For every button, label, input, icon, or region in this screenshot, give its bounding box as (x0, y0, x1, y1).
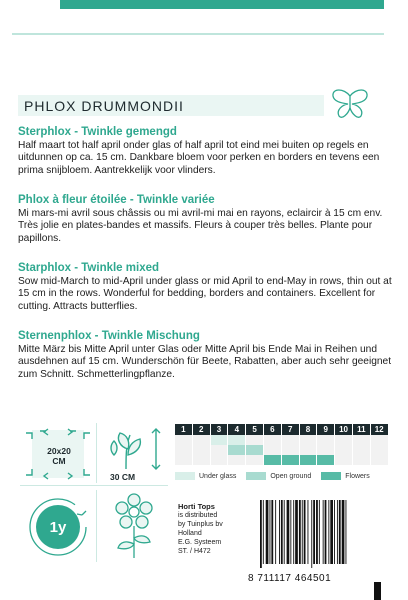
section-title: Sternenphlox - Twinkle Mischung (18, 330, 200, 342)
section-dutch (18, 126, 392, 177)
section-body: Sow mid-March to mid-April under glass or mid April to end-May in rows, thin out at 15 cm in the rows. Wonderful for bedding, borders and containers. Excellent for cutting. Attracts butterflies. (18, 276, 392, 312)
calendar-cell (264, 445, 282, 455)
calendar-cell (193, 445, 211, 455)
barcode-bar (304, 500, 306, 564)
legend-under-glass (175, 472, 236, 480)
barcode-number: 8 711117 464501 (248, 573, 332, 584)
calendar-cell (300, 445, 318, 455)
calendar-cell (282, 445, 300, 455)
calendar-cell (211, 435, 229, 445)
calendar-cell (228, 435, 246, 445)
icon-divider-vertical (96, 490, 97, 562)
top-divider (12, 33, 384, 35)
calendar-cell (175, 455, 193, 465)
calendar-month-8: 8 (300, 424, 318, 435)
calendar-cell (282, 455, 300, 465)
legend-swatch (175, 472, 195, 480)
calendar-cell (282, 435, 300, 445)
calendar-month-header (175, 424, 389, 435)
barcode-bar (346, 500, 347, 564)
calendar-month-2: 2 (193, 424, 211, 435)
section-french (18, 194, 392, 245)
section-body: Mitte März bis Mitte April unter Glas oder Mitte April bis Ende Mai in Reihen und ausdehnen auf 15 cm. Wunderschön für Beete, Rabatten, aber auch sehr geeignet zum Schnitt. Schmetterlingpflanze. (18, 344, 392, 380)
barcode-bar (266, 500, 269, 564)
company-line: is distributed (178, 512, 218, 519)
calendar-cell (246, 455, 264, 465)
section-english (18, 262, 392, 313)
calendar-cell (317, 445, 335, 455)
section-title: Sterphlox - Twinkle gemengd (18, 126, 177, 138)
barcode-bar (325, 500, 327, 564)
barcode-bar (299, 500, 301, 564)
calendar-cell (193, 455, 211, 465)
barcode-bar (330, 500, 333, 564)
barcode-icon (258, 500, 380, 568)
calendar-cell (211, 445, 229, 455)
corner-mark (374, 582, 381, 600)
section-title: Phlox à fleur étoilée - Twinkle variée (18, 194, 215, 206)
calendar-row (175, 455, 389, 465)
calendar-month-1: 1 (175, 424, 193, 435)
barcode-bar (302, 500, 303, 564)
barcode-bar (323, 500, 324, 564)
calendar-legend (175, 472, 380, 480)
legend-label: Under glass (199, 472, 237, 480)
calendar-cell (353, 445, 371, 455)
calendar-row (175, 445, 389, 455)
calendar-month-12: 12 (371, 424, 389, 435)
spacing-value: 20x20 CM (47, 446, 71, 466)
company-line: by Tuinplus bv (178, 521, 223, 528)
barcode-bar (263, 500, 264, 564)
legend-open-ground (246, 472, 311, 480)
calendar-cell (246, 445, 264, 455)
calendar-cell (335, 455, 353, 465)
calendar-cell (228, 455, 246, 465)
barcode-bar (284, 500, 285, 564)
calendar-cell (300, 455, 318, 465)
height-value: 30 CM (110, 472, 136, 482)
section-title: Starphlox - Twinkle mixed (18, 262, 160, 274)
calendar-cell (246, 435, 264, 445)
butterfly-icon (330, 88, 370, 120)
legend-swatch (246, 472, 266, 480)
barcode-bar (279, 500, 280, 564)
flower-icon (104, 492, 164, 562)
barcode-bar (337, 500, 338, 564)
product-name: PHLOX DRUMMONDII (24, 98, 184, 114)
calendar-cell (335, 435, 353, 445)
calendar-cell (371, 455, 389, 465)
barcode-bar (287, 500, 290, 564)
barcode-bar (342, 500, 345, 564)
section-german (18, 330, 392, 381)
company-brand: Horti Tops (178, 502, 215, 511)
calendar-row (175, 435, 389, 445)
calendar-cell (211, 455, 229, 465)
section-body: Mi mars-mi avril sous châssis ou mi avril-mi mai en rayons, eclaircir à 15 cm env. Très jolie en plates-bandes et massifs. Fleurs à couper très belles. Plante pour papillons. (18, 208, 383, 244)
calendar-month-9: 9 (317, 424, 335, 435)
barcode-bar (328, 500, 329, 564)
calendar-month-3: 3 (211, 424, 229, 435)
barcode-bar (271, 500, 273, 564)
calendar-cell (353, 455, 371, 465)
calendar-cell (335, 445, 353, 455)
company-line: Holland (178, 530, 202, 537)
calendar-month-7: 7 (282, 424, 300, 435)
company-info (178, 502, 248, 556)
calendar-body (175, 435, 389, 465)
barcode-bar (316, 500, 318, 564)
annual-label: 1y (49, 518, 67, 536)
barcode-bar (293, 500, 294, 564)
calendar-month-10: 10 (335, 424, 353, 435)
calendar-cell (264, 435, 282, 445)
legend-label: Open ground (270, 472, 312, 480)
calendar-month-4: 4 (228, 424, 246, 435)
company-line: ST. / H472 (178, 548, 211, 555)
calendar-cell (317, 435, 335, 445)
calendar-cell (264, 455, 282, 465)
barcode-bar (308, 500, 309, 564)
icon-divider-vertical (96, 423, 97, 483)
calendar-cell (300, 435, 318, 445)
barcode-bar (260, 500, 262, 568)
legend-flowers (321, 472, 370, 480)
barcode-bar (270, 500, 271, 564)
top-color-band (60, 0, 384, 9)
barcode-bar (319, 500, 320, 564)
barcode-bar (275, 500, 276, 564)
calendar-cell (371, 435, 389, 445)
calendar-cell (193, 435, 211, 445)
plant-height-icon (100, 425, 166, 473)
barcode-bar (339, 500, 341, 564)
legend-label: Flowers (345, 472, 370, 480)
company-line: E.G. Systeem (178, 539, 222, 546)
barcode-bar (334, 500, 335, 564)
calendar-cell (371, 445, 389, 455)
legend-swatch (321, 472, 341, 480)
calendar-cell (175, 435, 193, 445)
calendar-cell (228, 445, 246, 455)
barcode-bar (281, 500, 283, 564)
calendar-cell (175, 445, 193, 455)
barcode-bar (313, 500, 315, 564)
calendar-month-11: 11 (353, 424, 371, 435)
calendar-cell (317, 455, 335, 465)
calendar-cell (353, 435, 371, 445)
icon-divider-horizontal (20, 485, 168, 486)
calendar-month-5: 5 (246, 424, 264, 435)
calendar-month-6: 6 (264, 424, 282, 435)
sowing-calendar (175, 424, 389, 465)
barcode-bar (290, 500, 291, 564)
section-body: Half maart tot half april onder glas of half april tot eind mei buiten op regels en uitdunnen op ca. 15 cm. Dankbare bloem voor perken en borders en tevens een prima snijbloem. Aantrekkelijk voor vlinders. (18, 140, 380, 176)
lifecycle-ring-icon (26, 495, 90, 559)
barcode-bar (311, 500, 312, 568)
barcode-bar (295, 500, 298, 564)
